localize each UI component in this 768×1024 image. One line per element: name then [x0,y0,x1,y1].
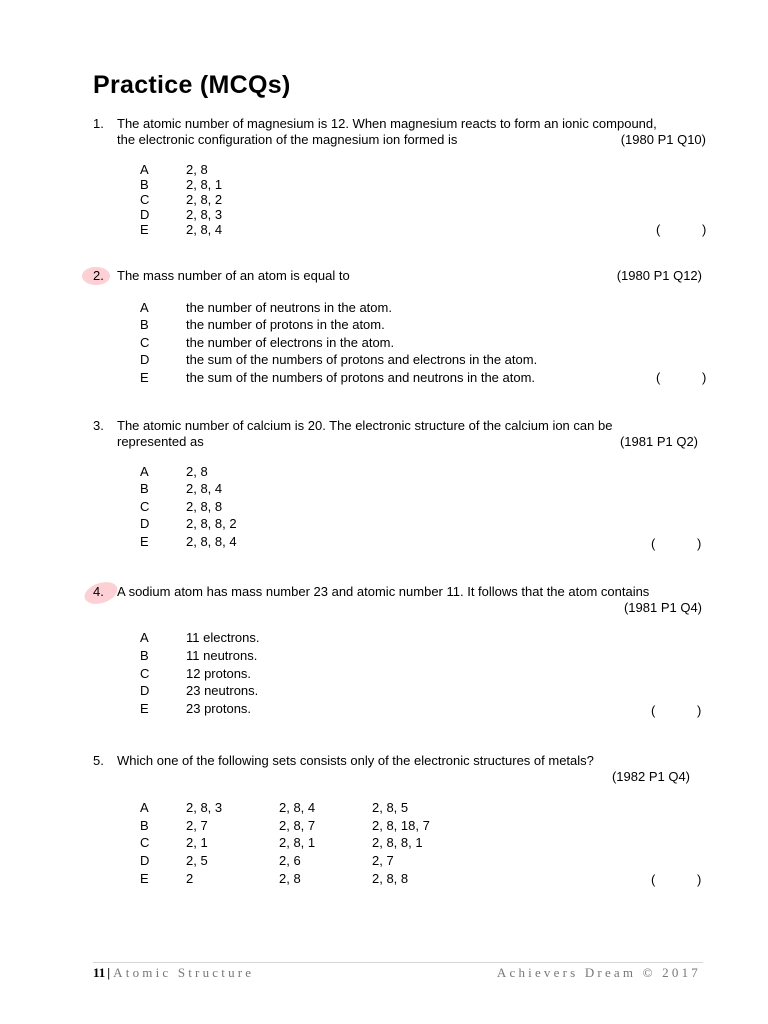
option-letter: C [140,835,150,850]
option-text: 11 electrons. [186,630,260,645]
question-text [117,584,717,600]
option-d [0,516,768,532]
option-c [0,499,768,515]
option-letter: E [140,701,149,716]
bracket-close: ) [697,536,702,551]
option-text: 23 protons. [186,701,252,716]
option-letter: C [140,499,150,514]
option-letter: E [140,871,149,886]
question-number: 5. [93,753,104,768]
option-value: 2, 8, 8 [372,871,409,886]
option-d [0,683,768,699]
option-value: 2, 8, 7 [279,818,316,833]
page-footer [93,964,703,982]
option-text: 12 protons. [186,666,252,681]
question-number: 4. [93,584,104,599]
option-a [0,464,768,480]
option-c [0,835,768,851]
footer-separator: | [107,965,111,980]
option-text: the number of neutrons in the atom. [186,300,392,315]
copyright-notice: Achievers Dream © 2017 [496,965,701,980]
bracket-close: ) [702,370,707,385]
option-letter: B [140,648,149,663]
question-line: The mass number of an atom is equal to [117,268,350,283]
option-a [0,162,768,178]
option-a [0,300,768,316]
option-b [0,818,768,834]
option-letter: B [140,317,149,332]
option-value: 2, 8, 18, 7 [372,818,430,833]
question-line: A sodium atom has mass number 23 and atomic number 11. It follows that the atom contains [117,584,650,599]
page-title: Practice (MCQs) [93,71,291,99]
question-line: Which one of the following sets consists only of the electronic structures of metals? [117,753,594,768]
option-letter: C [140,666,150,681]
option-text: 2, 8, 2 [186,192,223,207]
option-d [0,352,768,368]
option-value: 2, 5 [186,853,208,868]
question-number: 3. [93,418,104,433]
question-number: 2. [93,268,104,283]
bracket-open: ( [651,536,656,551]
option-letter: A [140,464,149,479]
option-value: 2, 8 [279,871,301,886]
option-letter: D [140,352,150,367]
question-line: the electronic configuration of the magnesium ion formed is [117,132,458,147]
option-b [0,317,768,333]
option-letter: C [140,192,150,207]
option-text: the number of electrons in the atom. [186,335,395,350]
option-value: 2, 1 [186,835,208,850]
question-source: (1981 P1 Q2) [619,434,698,449]
bracket-close: ) [697,703,702,718]
option-text: 2, 8, 8, 2 [186,516,237,531]
option-letter: A [140,300,149,315]
option-value: 2, 8, 8, 1 [372,835,423,850]
option-letter: E [140,370,149,385]
option-text: 2, 8, 3 [186,207,223,222]
option-b [0,481,768,497]
question-source: (1980 P1 Q10) [620,132,706,147]
question-source: (1981 P1 Q4) [623,600,702,615]
question-line: The atomic number of magnesium is 12. When magnesium reacts to form an ionic compound, [117,116,657,131]
option-letter: A [140,800,149,815]
question-number: 1. [93,116,104,131]
option-letter: B [140,818,149,833]
option-a [0,630,768,646]
option-letter: E [140,534,149,549]
option-text: 2, 8 [186,162,208,177]
chapter-title: Atomic Structure [113,965,255,980]
option-letter: B [140,177,149,192]
option-letter: C [140,335,150,350]
option-letter: E [140,222,149,237]
option-text: the sum of the numbers of protons and neutrons in the atom. [186,370,536,385]
option-d [0,853,768,869]
option-value: 2, 8, 3 [186,800,223,815]
option-value: 2, 8, 4 [279,800,316,815]
bracket-close: ) [702,222,707,237]
option-letter: D [140,853,150,868]
question-text [117,753,717,769]
bracket-open: ( [656,370,661,385]
option-text: the sum of the numbers of protons and electrons in the atom. [186,352,538,367]
option-c [0,335,768,351]
option-text: 2, 8, 4 [186,481,223,496]
option-letter: B [140,481,149,496]
option-text: 11 neutrons. [186,648,258,663]
option-text: 2, 8, 8 [186,499,223,514]
option-letter: A [140,630,149,645]
option-letter: A [140,162,149,177]
option-text: 2, 8, 8, 4 [186,534,237,549]
option-value: 2, 7 [186,818,208,833]
option-text: 2, 8, 1 [186,177,223,192]
option-letter: D [140,207,150,222]
option-b [0,648,768,664]
question-line: represented as [117,434,204,449]
option-text: 23 neutrons. [186,683,259,698]
option-letter: D [140,683,150,698]
bracket-open: ( [651,872,656,887]
question-source: (1982 P1 Q4) [611,769,690,784]
option-a [0,800,768,816]
option-text: 2, 8, 4 [186,222,223,237]
question-source: (1980 P1 Q12) [616,268,702,283]
option-e [0,370,768,386]
option-d [0,207,768,223]
question-line: The atomic number of calcium is 20. The electronic structure of the calcium ion can be [117,418,613,433]
option-value: 2, 7 [372,853,394,868]
option-value: 2 [186,871,194,886]
option-e [0,222,768,238]
option-letter: D [140,516,150,531]
footer-divider [93,962,703,963]
option-text: the number of protons in the atom. [186,317,385,332]
option-c [0,192,768,208]
page-number: 11 [93,965,106,980]
bracket-close: ) [697,872,702,887]
bracket-open: ( [656,222,661,237]
option-b [0,177,768,193]
bracket-open: ( [651,703,656,718]
option-value: 2, 6 [279,853,301,868]
option-value: 2, 8, 5 [372,800,409,815]
option-value: 2, 8, 1 [279,835,316,850]
option-text: 2, 8 [186,464,208,479]
option-c [0,666,768,682]
